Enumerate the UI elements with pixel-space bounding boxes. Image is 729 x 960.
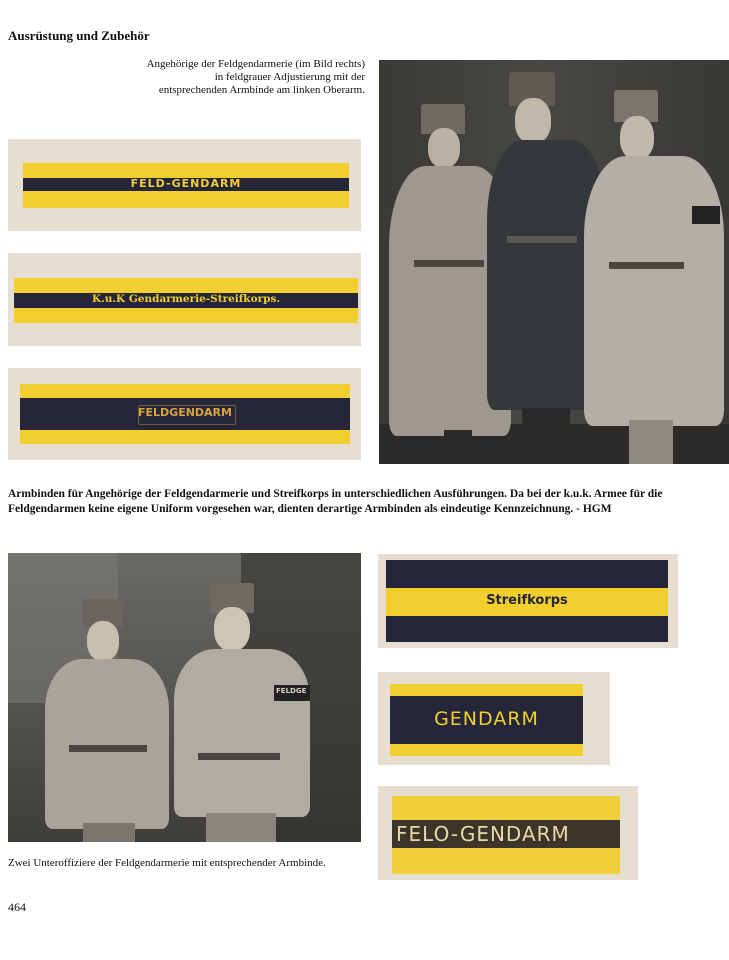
armband-5 [390, 684, 583, 756]
section-title: Ausrüstung und Zubehör [8, 28, 150, 43]
armband-1-text: FELD-GENDARM [130, 177, 242, 190]
caption-middle: Armbinden für Angehörige der Feldgendarmerie und Streifkorps in unterschiedlichen Ausführungen. Da bei der k.u.k. Armee für die Feldgendarmen keine eigene Uniform vorgesehen war, dienten derartige Armbinden als eindeutige Kennzeichnung. - HGM [8, 488, 663, 515]
armband-swatch-5 [378, 672, 610, 765]
photo-two-ncos [8, 553, 361, 842]
armband-swatch-3 [8, 368, 361, 460]
armband-4 [386, 560, 668, 642]
armband-swatch-2 [8, 253, 361, 346]
caption-bottom: Zwei Unteroffiziere der Feldgendarmerie mit entsprechender Armbinde. [8, 857, 326, 869]
page-number: 464 [8, 900, 26, 914]
armband-2-text: K.u.K Gendarmerie-Streifkorps. [91, 293, 281, 305]
armband-swatch-4 [378, 554, 678, 648]
armband-2 [14, 278, 358, 323]
armband-4-text: Streifkorps [486, 593, 568, 608]
armband-6-text: FELO-GENDARM [396, 822, 570, 846]
caption-top: Angehörige der Feldgendarmerie (im Bild rechts) in feldgrauer Adjustierung mit der entsprechenden Armbinde am linken Oberarm. [146, 58, 365, 96]
armband-3 [20, 384, 350, 444]
armband-5-text: GENDARM [434, 708, 539, 730]
armband-swatch-1 [8, 139, 361, 231]
armband-swatch-6 [378, 786, 638, 880]
photo-three-soldiers [379, 60, 729, 464]
photo-armband-text: FELDGE [276, 687, 307, 695]
armband-1 [23, 163, 349, 208]
armband-3-text: FELDGENDARM [138, 406, 232, 419]
armband-6 [392, 796, 620, 874]
